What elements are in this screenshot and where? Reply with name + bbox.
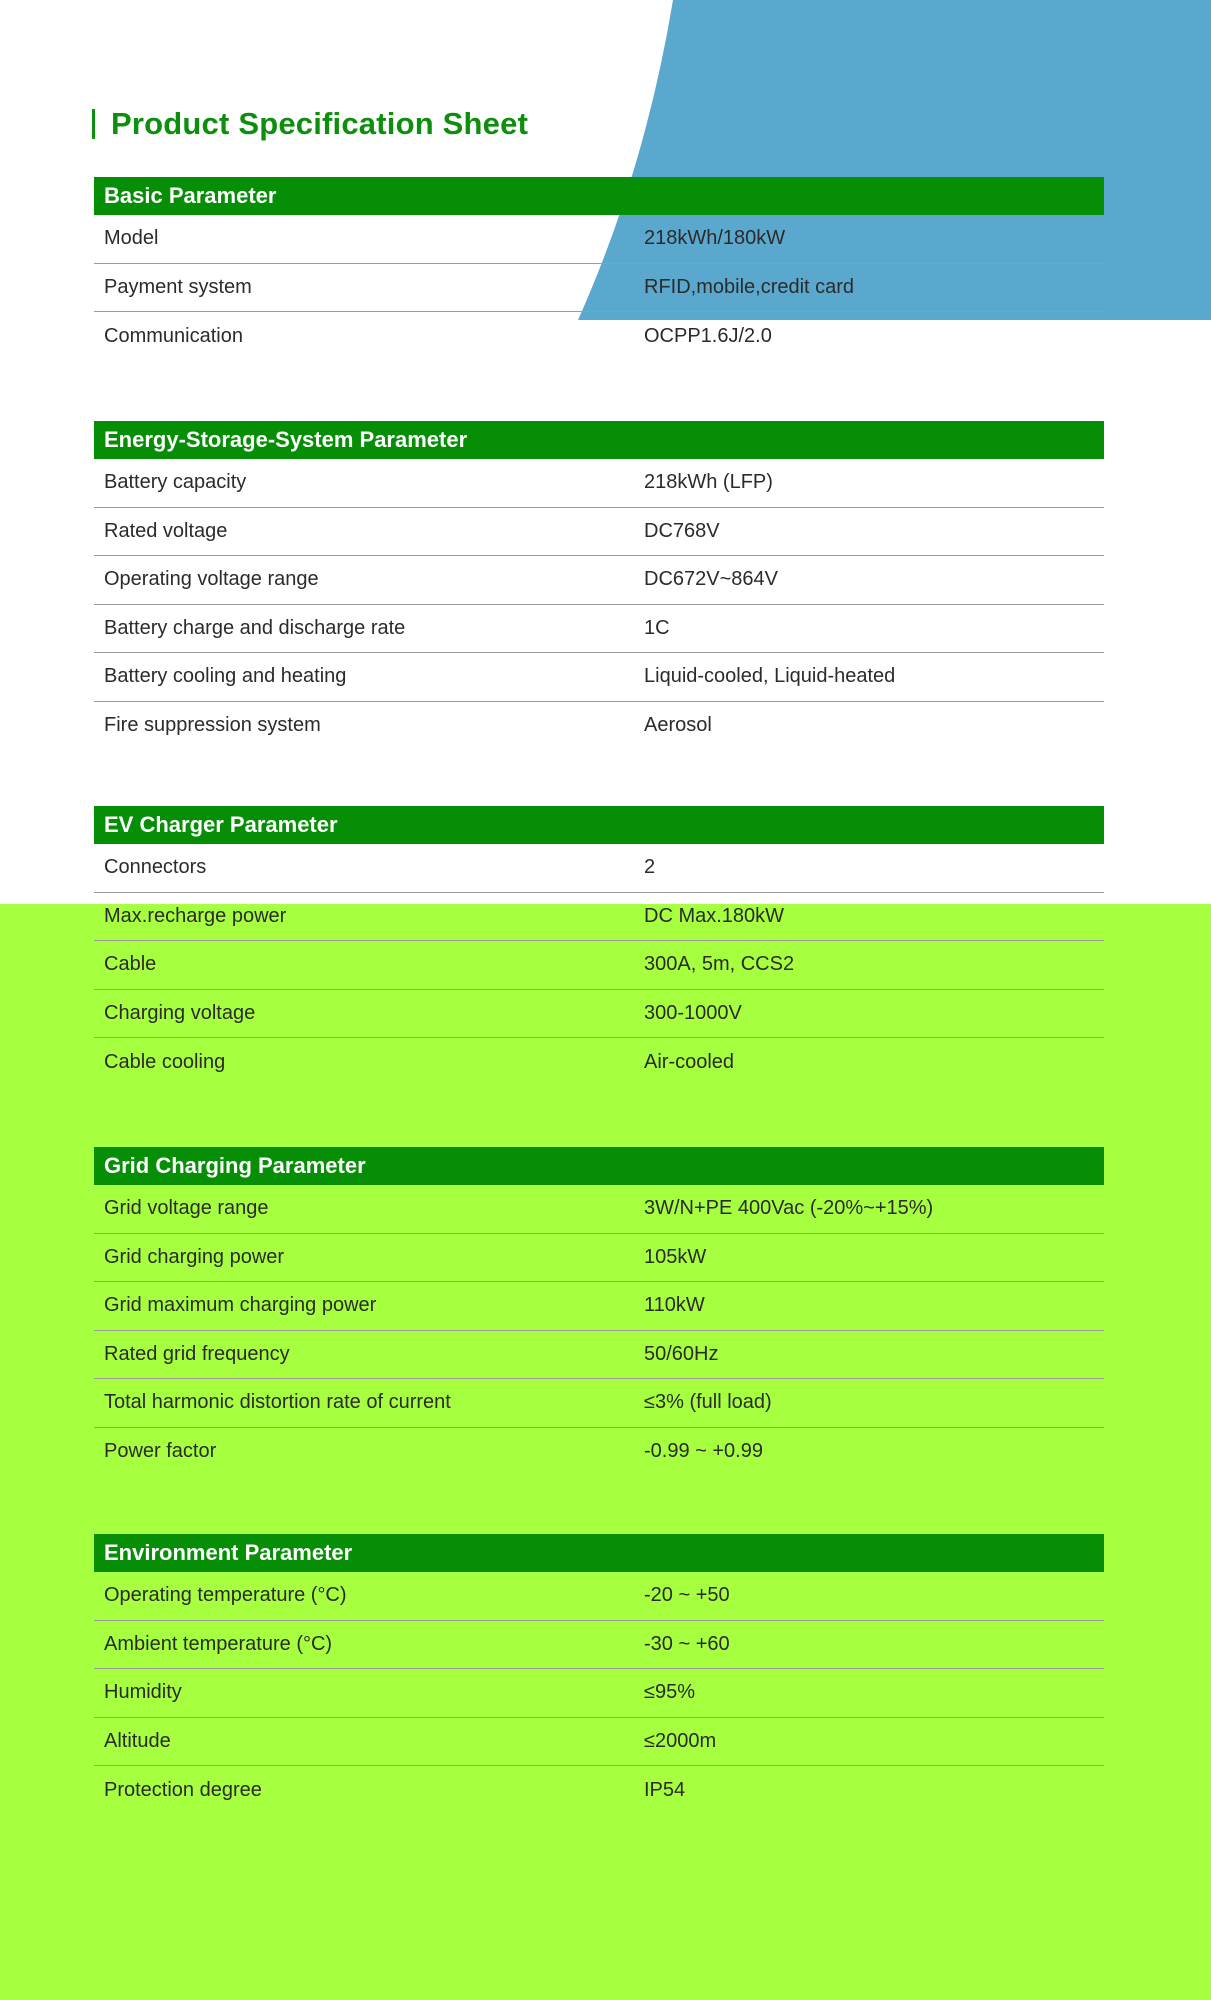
row-label: Battery cooling and heating xyxy=(104,665,347,688)
row-value: RFID,mobile,credit card xyxy=(644,275,855,298)
table-row xyxy=(94,1766,1104,1815)
table-row xyxy=(94,1428,1104,1477)
table-row xyxy=(94,844,1104,893)
page-title-text: Product Specification Sheet xyxy=(111,106,529,141)
row-label: Communication xyxy=(104,324,243,347)
row-value: 50/60Hz xyxy=(644,1342,719,1365)
row-value: 110kW xyxy=(644,1294,705,1317)
row-label: Protection degree xyxy=(104,1778,262,1801)
row-value: 218kWh/180kW xyxy=(644,227,786,250)
table-row xyxy=(94,1038,1104,1087)
table-row xyxy=(94,556,1104,605)
row-label: Altitude xyxy=(104,1729,171,1752)
table-row xyxy=(94,1331,1104,1380)
row-label: Rated grid frequency xyxy=(104,1342,290,1365)
page-title xyxy=(92,104,528,144)
row-label: Model xyxy=(104,227,159,250)
table-row xyxy=(94,508,1104,557)
table-row xyxy=(94,605,1104,654)
section-header: Basic Parameter xyxy=(94,177,1104,215)
row-value: ≤95% xyxy=(644,1681,696,1704)
row-label: Rated voltage xyxy=(104,519,228,542)
row-value: Liquid-cooled, Liquid-heated xyxy=(644,665,896,688)
table-row xyxy=(94,1572,1104,1621)
row-label: Charging voltage xyxy=(104,1001,256,1024)
row-label: Max.recharge power xyxy=(104,904,287,927)
row-value: 2 xyxy=(644,856,656,879)
row-label: Operating temperature (°C) xyxy=(104,1584,347,1607)
row-label: Battery charge and discharge rate xyxy=(104,616,406,639)
table-row xyxy=(94,1621,1104,1670)
row-label: Power factor xyxy=(104,1440,217,1463)
section-basic-parameter xyxy=(94,177,1104,361)
table-row xyxy=(94,1234,1104,1283)
row-label: Battery capacity xyxy=(104,471,247,494)
table-row xyxy=(94,1669,1104,1718)
table-row xyxy=(94,312,1104,361)
row-value: ≤2000m xyxy=(644,1729,717,1752)
row-label: Connectors xyxy=(104,856,207,879)
section-grid-charging-parameter xyxy=(94,1147,1104,1476)
row-value: ≤3% (full load) xyxy=(644,1391,772,1414)
row-value: Air-cooled xyxy=(644,1050,735,1073)
row-label: Cable cooling xyxy=(104,1050,226,1073)
row-value: 218kWh (LFP) xyxy=(644,471,773,494)
table-row xyxy=(94,1282,1104,1331)
row-value: OCPP1.6J/2.0 xyxy=(644,324,772,347)
table-row xyxy=(94,653,1104,702)
row-value: 300-1000V xyxy=(644,1001,742,1024)
table-row xyxy=(94,264,1104,313)
table-row xyxy=(94,459,1104,508)
row-label: Fire suppression system xyxy=(104,714,321,737)
row-value: DC672V~864V xyxy=(644,568,778,591)
section-header: Energy-Storage-System Parameter xyxy=(94,421,1104,459)
row-value: IP54 xyxy=(644,1778,686,1801)
row-value: 105kW xyxy=(644,1245,707,1268)
row-label: Ambient temperature (°C) xyxy=(104,1632,333,1655)
row-label: Payment system xyxy=(104,275,252,298)
table-row xyxy=(94,1185,1104,1234)
table-row xyxy=(94,1379,1104,1428)
row-label: Operating voltage range xyxy=(104,568,319,591)
table-row xyxy=(94,702,1104,751)
table-row xyxy=(94,215,1104,264)
row-value: -0.99 ~ +0.99 xyxy=(644,1440,763,1463)
row-value: DC768V xyxy=(644,519,720,542)
section-ev-charger-parameter xyxy=(94,806,1104,1087)
section-environment-parameter xyxy=(94,1534,1104,1815)
section-header: Grid Charging Parameter xyxy=(94,1147,1104,1185)
row-value: -20 ~ +50 xyxy=(644,1584,730,1607)
row-value: -30 ~ +60 xyxy=(644,1632,730,1655)
section-energy-storage-parameter xyxy=(94,421,1104,750)
title-accent-bar xyxy=(92,109,95,139)
row-label: Grid charging power xyxy=(104,1245,285,1268)
row-value: 300A, 5m, CCS2 xyxy=(644,953,795,976)
table-row xyxy=(94,893,1104,942)
table-row xyxy=(94,1718,1104,1767)
section-header: Environment Parameter xyxy=(94,1534,1104,1572)
table-row xyxy=(94,990,1104,1039)
row-value: Aerosol xyxy=(644,714,712,737)
row-value: 3W/N+PE 400Vac (-20%~+15%) xyxy=(644,1197,934,1220)
row-label: Total harmonic distortion rate of current xyxy=(104,1391,451,1414)
row-label: Humidity xyxy=(104,1681,182,1704)
section-header: EV Charger Parameter xyxy=(94,806,1104,844)
row-label: Cable xyxy=(104,953,157,976)
row-value: 1C xyxy=(644,616,670,639)
row-label: Grid voltage range xyxy=(104,1197,269,1220)
table-row xyxy=(94,941,1104,990)
row-label: Grid maximum charging power xyxy=(104,1294,377,1317)
row-value: DC Max.180kW xyxy=(644,904,785,927)
